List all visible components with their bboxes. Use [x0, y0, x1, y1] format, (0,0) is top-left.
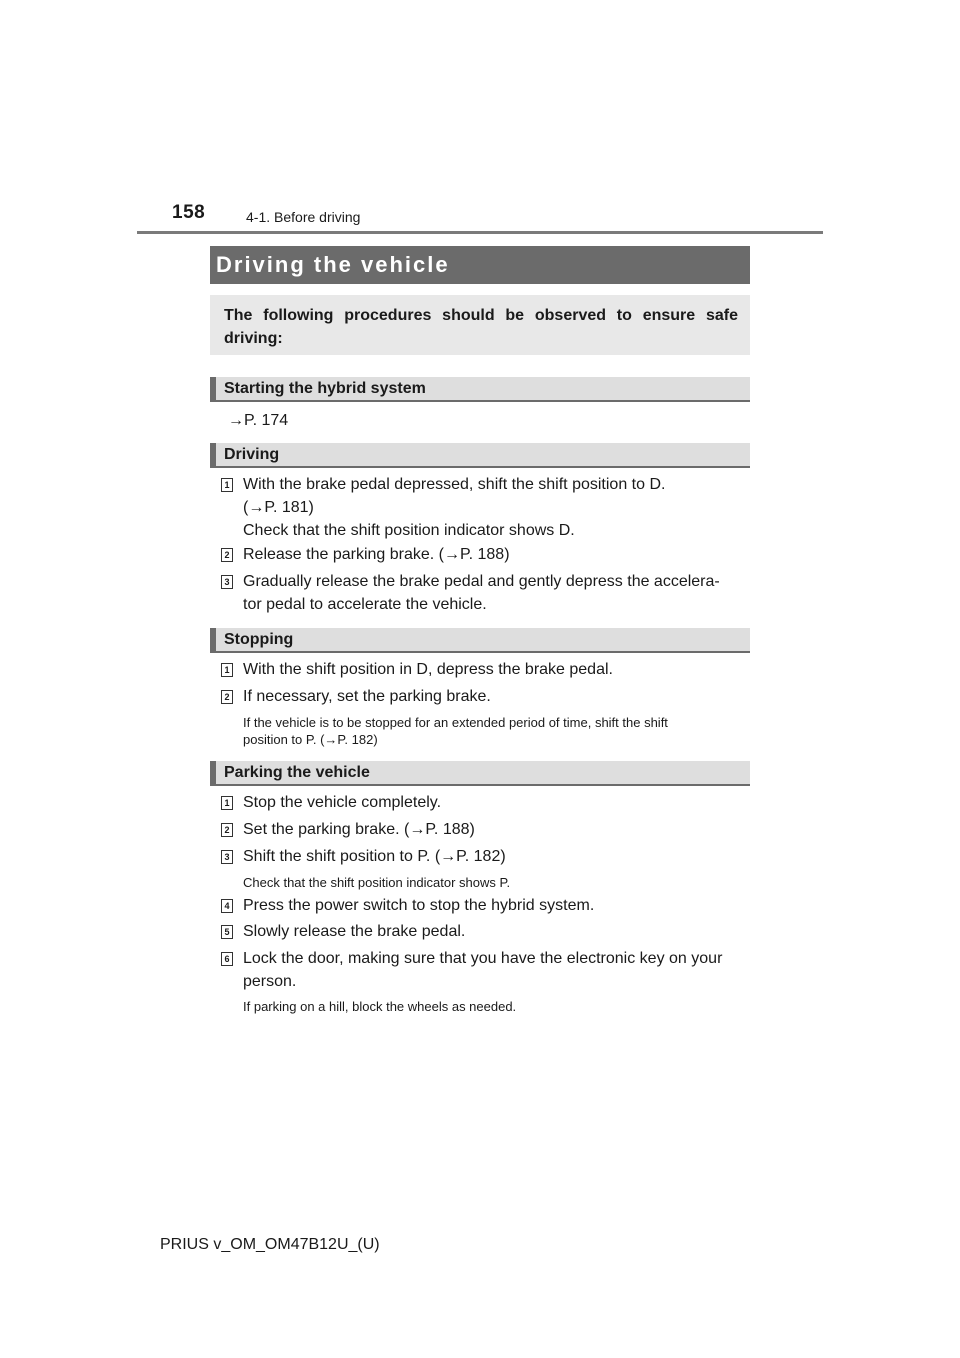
step-text: Shift the shift position to P. (→P. 182)	[243, 848, 506, 865]
heading-parking-the-vehicle: Parking the vehicle	[210, 761, 750, 786]
step-text: With the shift position in D, depress the brake pedal.	[243, 661, 613, 678]
step-number-badge: 1	[221, 663, 233, 677]
section-breadcrumb: 4-1. Before driving	[246, 209, 361, 225]
step-number-badge: 2	[221, 823, 233, 837]
step-number-badge: 2	[221, 690, 233, 704]
heading-starting-hybrid-system: Starting the hybrid system	[210, 377, 750, 402]
page-number: 158	[172, 202, 206, 223]
step-number-badge: 1	[221, 796, 233, 810]
step-text-reference[interactable]: (→P. 181)	[243, 499, 314, 516]
step-number-badge: 1	[221, 478, 233, 492]
header-divider	[137, 231, 823, 234]
note-text: If parking on a hill, block the wheels as needed.	[243, 999, 517, 1014]
heading-stopping: Stopping	[210, 628, 750, 653]
step-text: Set the parking brake. (→P. 188)	[243, 821, 475, 838]
page-reference-link[interactable]: →P. 174	[228, 412, 289, 429]
intro-box: The following procedures should be observed to ensure safe driving:	[210, 295, 750, 355]
step-text: With the brake pedal depressed, shift the shift position to D.	[243, 476, 666, 493]
step-text: Slowly release the brake pedal.	[243, 923, 466, 940]
heading-driving: Driving	[210, 443, 750, 468]
step-text: Press the power switch to stop the hybrid system.	[243, 897, 595, 914]
step-text: tor pedal to accelerate the vehicle.	[243, 596, 487, 613]
step-number-badge: 3	[221, 850, 233, 864]
step-text: Check that the shift position indicator shows D.	[243, 522, 575, 539]
step-number-badge: 2	[221, 548, 233, 562]
step-number-badge: 6	[221, 952, 233, 966]
step-text: person.	[243, 973, 297, 990]
page-title: Driving the vehicle	[210, 246, 750, 284]
step-text: If necessary, set the parking brake.	[243, 688, 491, 705]
note-text: If the vehicle is to be stopped for an extended period of time, shift the shift	[243, 715, 668, 730]
step-text: Stop the vehicle completely.	[243, 794, 442, 811]
step-text: Lock the door, making sure that you have the electronic key on your	[243, 950, 723, 967]
note-text: Check that the shift position indicator shows P.	[243, 875, 511, 890]
step-number-badge: 4	[221, 899, 233, 913]
footer-document-code: PRIUS v_OM_OM47B12U_(U)	[160, 1236, 380, 1253]
step-text: Gradually release the brake pedal and gently depress the accelera-	[243, 573, 720, 590]
step-number-badge: 3	[221, 575, 233, 589]
step-number-badge: 5	[221, 925, 233, 939]
note-text: position to P. (→P. 182)	[243, 732, 378, 747]
step-text: Release the parking brake. (→P. 188)	[243, 546, 510, 563]
